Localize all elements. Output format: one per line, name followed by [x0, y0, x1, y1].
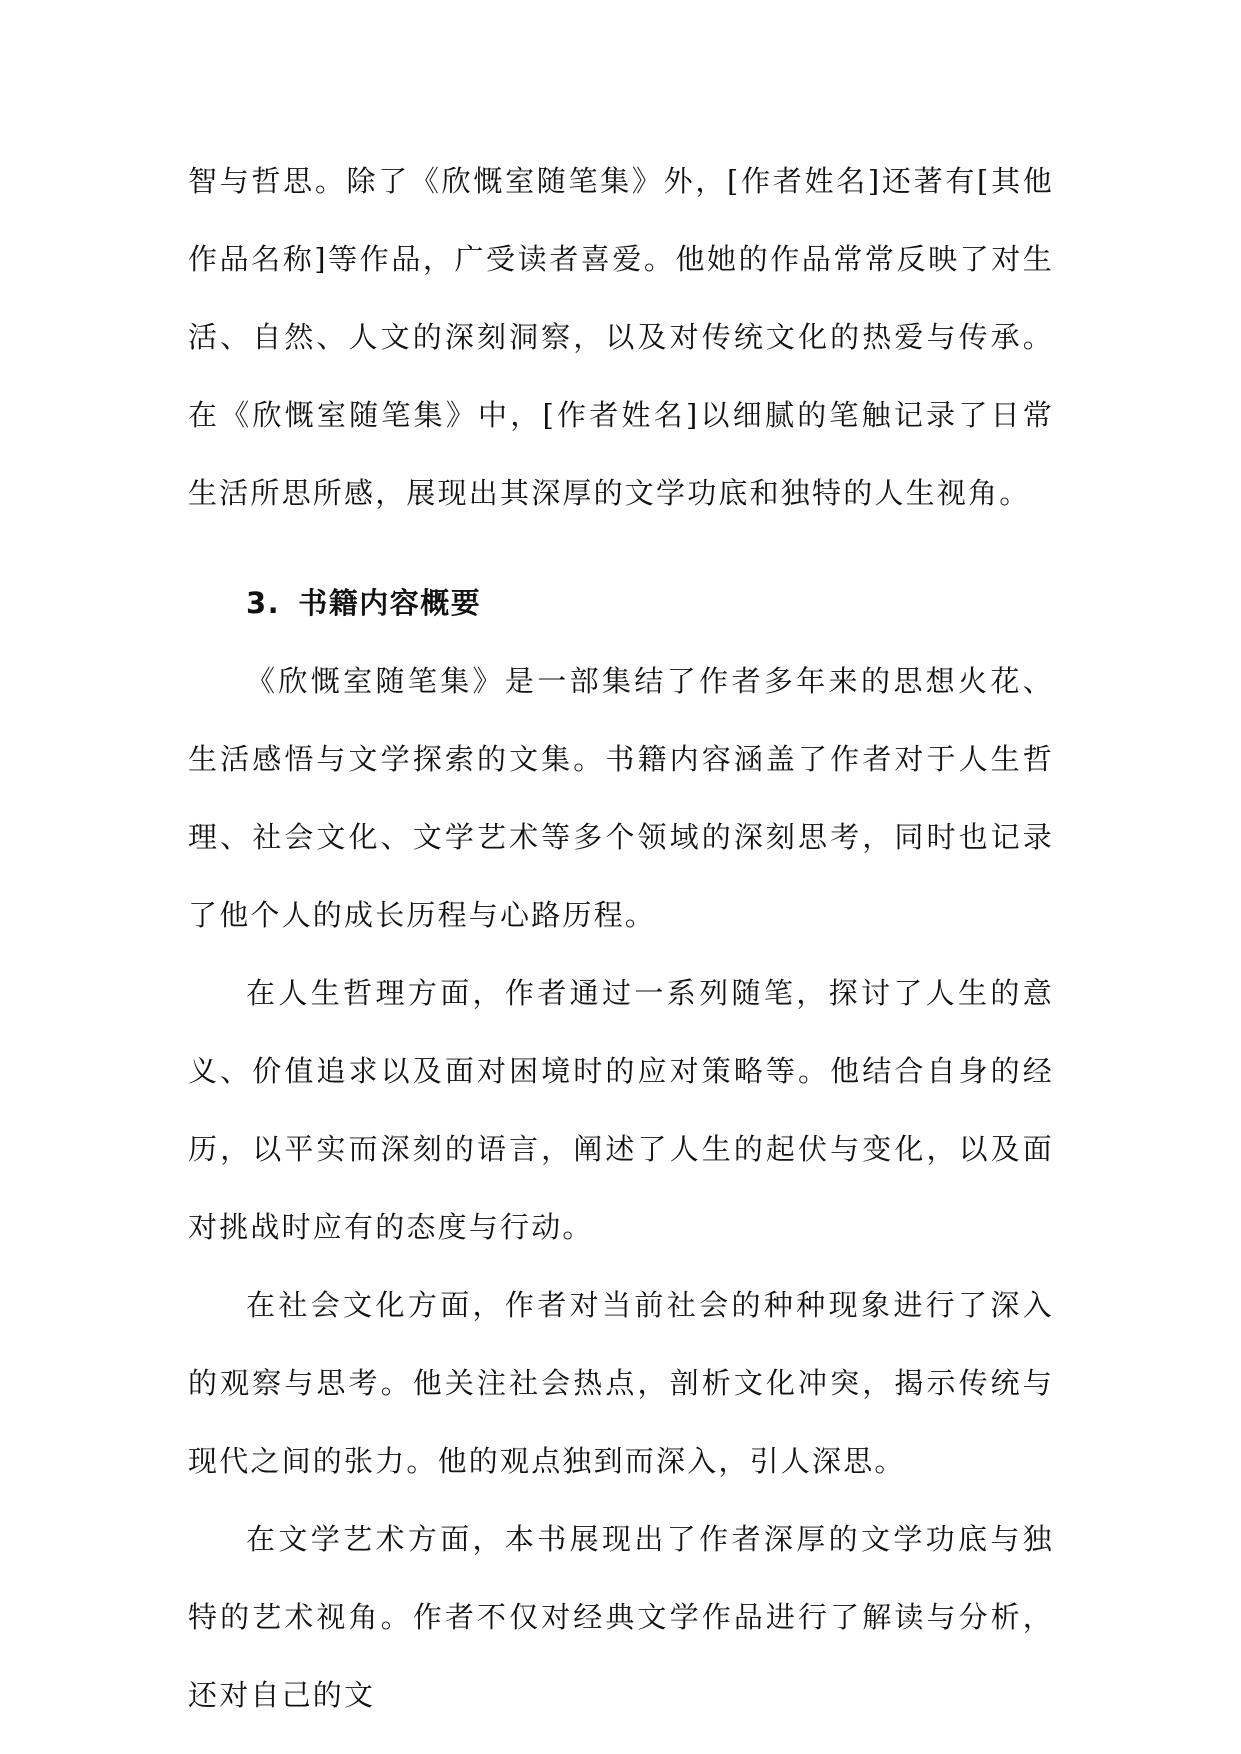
- section-title: 书籍内容概要: [298, 586, 482, 620]
- paragraph-literature-art: 在文学艺术方面，本书展现出了作者深厚的文学功底与独特的艺术视角。作者不仅对经典文学作品进行了解读与分析，还对自己的文: [188, 1522, 1054, 1712]
- paragraph-social-culture: 在社会文化方面，作者对当前社会的种种现象进行了深入的观察与思考。他关注社会热点，剖析文化冲突，揭示传统与现代之间的张力。他的观点独到而深入，引人深思。: [188, 1288, 1054, 1478]
- section-heading: [188, 564, 1054, 642]
- page-content: [188, 142, 1054, 1734]
- paragraph-book-overview: 《欣慨室随笔集》是一部集结了作者多年来的思想火花、生活感悟与文学探索的文集。书籍内容涵盖了作者对于人生哲理、社会文化、文学艺术等多个领域的深刻思考，同时也记录了他个人的成长历程与心路历程。: [188, 664, 1054, 932]
- section-spacer: [188, 532, 1054, 564]
- paragraph-life-philosophy: 在人生哲理方面，作者通过一系列随笔，探讨了人生的意义、价值追求以及面对困境时的应对策略等。他结合自身的经历，以平实而深刻的语言，阐述了人生的起伏与变化，以及面对挑战时应有的态度与行动。: [188, 976, 1054, 1244]
- section-number: 3.: [246, 586, 281, 620]
- paragraph-author-intro-continued: 智与哲思。除了《欣慨室随笔集》外，[作者姓名]还著有[其他作品名称]等作品，广受读者喜爱。他她的作品常常反映了对生活、自然、人文的深刻洞察，以及对传统文化的热爱与传承。在《欣慨室随笔集》中，[作者姓名]以细腻的笔触记录了日常生活所思所感，展现出其深厚的文学功底和独特的人生视角。: [188, 164, 1054, 510]
